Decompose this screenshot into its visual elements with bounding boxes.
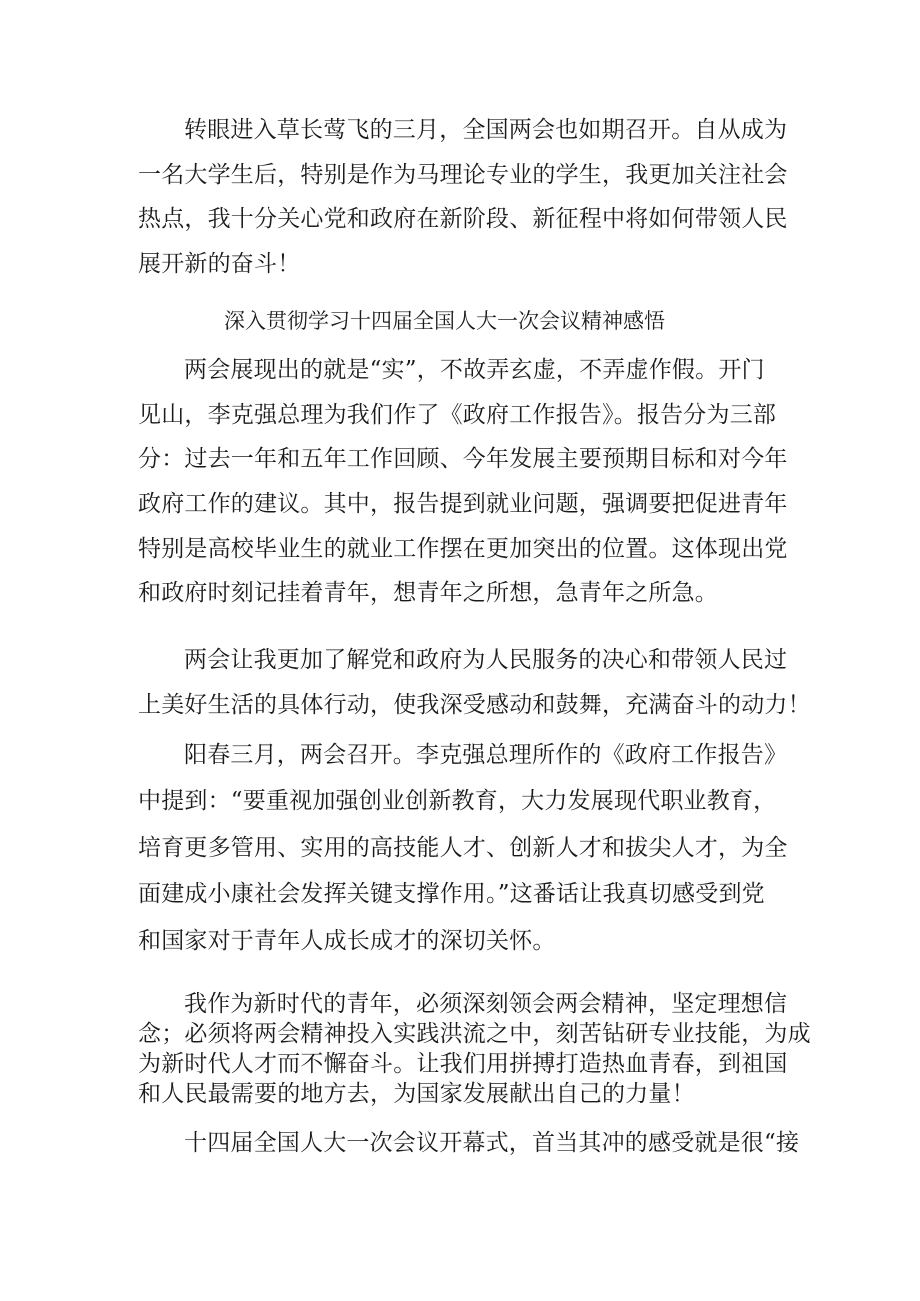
text-line: 两会让我更加了解党和政府为人民服务的决心和带领人民过 xyxy=(184,647,788,673)
text-line: 我作为新时代的青年，必须深刻领会两会精神，坚定理想信 xyxy=(184,991,788,1017)
text-line: 两会展现出的就是“实”，不故弄玄虚，不弄虚作假。开门 xyxy=(184,357,765,383)
text-line: 十四届全国人大一次会议开幕式，首当其冲的感受就是很“接 xyxy=(184,1130,800,1156)
text-line: 和人民最需要的地方去，为国家发展献出自己的力量！ xyxy=(138,1081,695,1107)
text-line: 转眼进入草长莺飞的三月，全国两会也如期召开。自从成为 xyxy=(184,117,788,143)
text-line: 和政府时刻记挂着青年，想青年之所想，急青年之所急。 xyxy=(138,580,718,606)
text-line: 上美好生活的具体行动，使我深受感动和鼓舞，充满奋斗的动力！ xyxy=(138,692,811,718)
text-line: 分：过去一年和五年工作回顾、今年发展主要预期目标和对今年 xyxy=(138,446,788,472)
text-line: 念；必须将两会精神投入实践洪流之中，刻苦钻研专业技能，为成 xyxy=(138,1021,811,1047)
text-line: 为新时代人才而不懈奋斗。让我们用拼搏打造热血青春，到祖国 xyxy=(138,1051,788,1077)
text-line: 热点，我十分关心党和政府在新阶段、新征程中将如何带领人民 xyxy=(138,206,788,232)
text-line: 特别是高校毕业生的就业工作摆在更加突出的位置。这体现出党 xyxy=(138,536,788,562)
text-line: 一名大学生后，特别是作为马理论专业的学生，我更加关注社会 xyxy=(138,162,788,188)
section-title: 深入贯彻学习十四届全国人大一次会议精神感悟 xyxy=(224,309,665,333)
text-line: 培育更多管用、实用的高技能人才、创新人才和拔尖人才，为全 xyxy=(138,835,788,861)
text-line: 和国家对于青年人成长成才的深切关怀。 xyxy=(138,928,556,954)
text-line: 阳春三月，两会召开。李克强总理所作的《政府工作报告》 xyxy=(184,742,788,768)
text-line: 见山，李克强总理为我们作了《政府工作报告》。报告分为三部 xyxy=(138,402,777,428)
text-line: 中提到：“要重视加强创业创新教育，大力发展现代职业教育， xyxy=(138,788,777,814)
text-line: 面建成小康社会发挥关键支撑作用。”这番话让我真切感受到党 xyxy=(138,881,765,907)
text-line: 政府工作的建议。其中，报告提到就业问题，强调要把促进青年 xyxy=(138,491,788,517)
text-line: 展开新的奋斗！ xyxy=(138,251,301,277)
